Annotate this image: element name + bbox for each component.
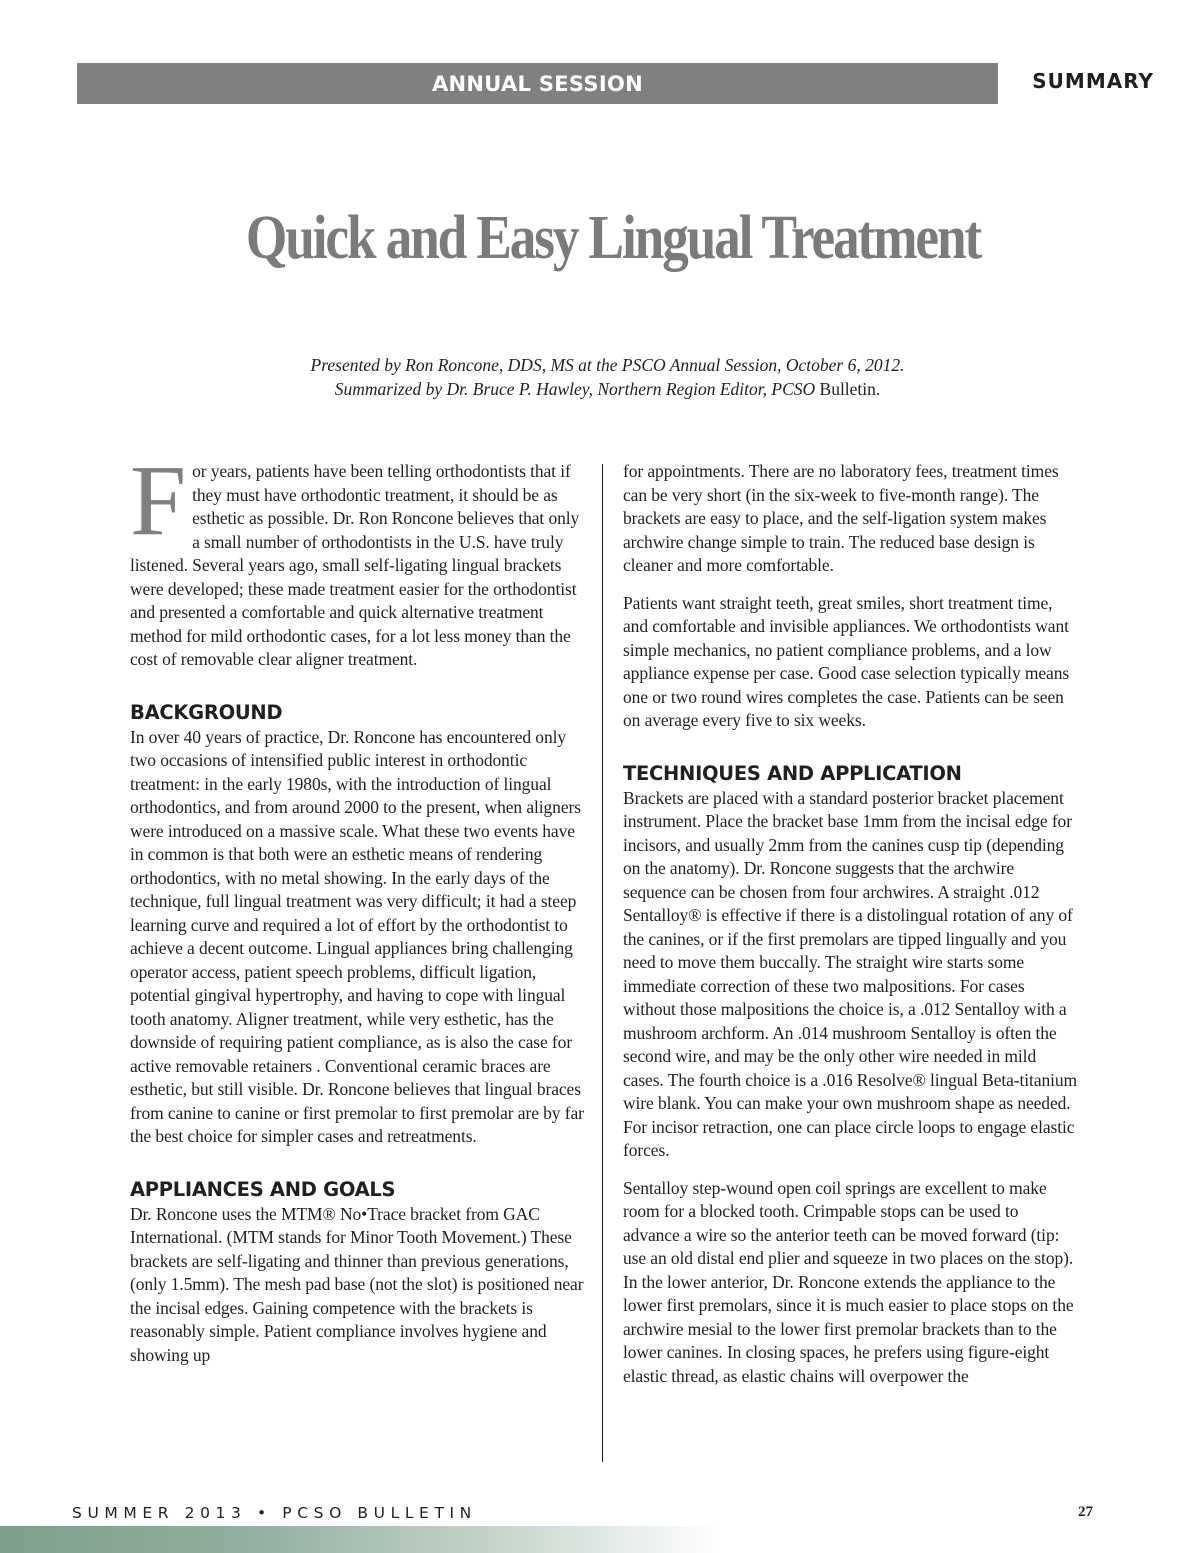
byline-summarizer [180,377,1035,401]
intro-text: or years, patients have been telling orthodontists that if they must have orthodontic treatment, it should be as esthetic as possible. Dr. Ron Roncone believes that only a small number of orthodontists in the U.S. have truly listened. Several years ago, small self-ligating lingual brackets were developed; these made treatment easier for the orthodontist and presented a comfortable and quick alternative treatment method for mild orthodontic cases, for a lot less money than the cost of removable clear aligner treatment. [130,461,580,669]
techniques-paragraph-2: Sentalloy step-wound open coil springs are excellent to make room for a blocked tooth. Crimpable stops can be used to advance a wire so the anterior teeth can be moved forward (tip: use an old distal end plier and squeeze in two places on the stop). In the lower anterior, Dr. Roncone extends the appliance to the lower first premolars, since it is much easier to place stops on the archwire mesial to the lower first premolar brackets than to the lower canines. In closing spaces, he prefers using figure-eight elastic thread, as elastic chains will overpower the [623,1177,1074,1386]
left-column [130,444,586,1378]
appliances-paragraph: Dr. Roncone uses the MTM® No•Trace bracket from GAC International. (MTM stands for Minor Tooth Movement.) These brackets are self-ligating and thinner than previous generations, (only 1.5mm). The mesh pad base (not the slot) is positioned near the incisal edges. Gaining competence with the brackets is reasonably simple. Patient compliance involves hygiene and showing up [130,1203,584,1365]
techniques-paragraph-1: Brackets are placed with a standard posterior bracket placement instrument. Place the bracket base 1mm from the incisal edge for incisors, and usually 2mm from the canines cusp tip (depending on the anatomy). Dr. Roncone suggests that the archwire sequence can be chosen from four archwires. A straight .012 Sentalloy® is effective if there is a distolingual rotation of any of the canines, or if the first premolars are tipped lingually and you need to move them buccally. The straight wire starts some immediate correction of these two malpositions. For cases without those malpositions the choice is, a .012 Sentalloy with a mushroom archform. An .014 mushroom Sentalloy is often the second wire, and may be the only other wire needed in mild cases. The fourth choice is a .016 Resolve® lingual Beta-titanium wire blank. You can make your own mushroom shape as needed. For incisor retraction, one can place circle loops to engage elastic forces. [623,787,1078,1160]
page-number: 27 [1078,1504,1093,1520]
drop-cap: F [130,444,187,556]
article-title: Quick and Easy Lingual Treatment [245,204,981,272]
byline-bulletin: Bulletin. [819,379,881,399]
appliances-heading: APPLIANCES AND GOALS [130,1177,396,1201]
appliances-continued-paragraph: for appointments. There are no laboratory fees, treatment times can be very short (in the six-week to five-month range). The brackets are easy to place, and the self-ligation system makes archwire change simple to train. The reduced base design is cleaner and more comfortable. [623,461,1059,575]
section-label: ANNUAL SESSION [432,71,643,96]
right-column [623,460,1079,1399]
byline-summarizer-text: Summarized by Dr. Bruce P. Hawley, Northern Region Editor, PCSO [334,379,816,399]
goals-paragraph: Patients want straight teeth, great smiles, short treatment time, and comfortable and invisible appliances. We orthodontists want simple mechanics, no patient compliance problems, and a low appliance expense per case. Good case selection typically means one or two round wires completes the case. Patients can be seen on average every five to six weeks. [623,592,1070,730]
section-header-bar [77,63,998,104]
byline-presenter: Presented by Ron Roncone, DDS, MS at the PSCO Annual Session, October 6, 2012. [310,355,905,375]
byline [180,353,1035,401]
category-label: SUMMARY [1032,69,1154,93]
footer-gradient-band [0,1526,720,1553]
column-divider [602,464,603,1462]
techniques-heading: TECHNIQUES AND APPLICATION [623,761,962,785]
intro-paragraph [130,444,586,672]
background-paragraph: In over 40 years of practice, Dr. Roncone has encountered only two occasions of intensified public interest in orthodontic treatment: in the early 1980s, with the introduction of lingual orthodontics, and from around 2000 to the present, when aligners were introduced on a massive scale. What these two events have in common is that both were an esthetic means of rendering orthodontics, with no metal showing. In the early days of the technique, full lingual treatment was very difficult; it had a steep learning curve and required a lot of effort by the orthodontist to achieve a decent outcome. Lingual appliances bring challenging operator access, patient speech problems, difficult ligation, potential gingival hypertrophy, and having to cope with lingual tooth anatomy. Aligner treatment, while very esthetic, has the downside of requiring patient compliance, as is also the case for active removable retainers . Conventional ceramic braces are esthetic, but still visible. Dr. Roncone believes that lingual braces from canine to canine or first premolar to first premolar are by far the best choice for simpler cases and retreatments. [130,726,584,1146]
background-heading: BACKGROUND [130,700,283,724]
publication-footer: SUMMER 2013 • PCSO BULLETIN [72,1504,477,1522]
